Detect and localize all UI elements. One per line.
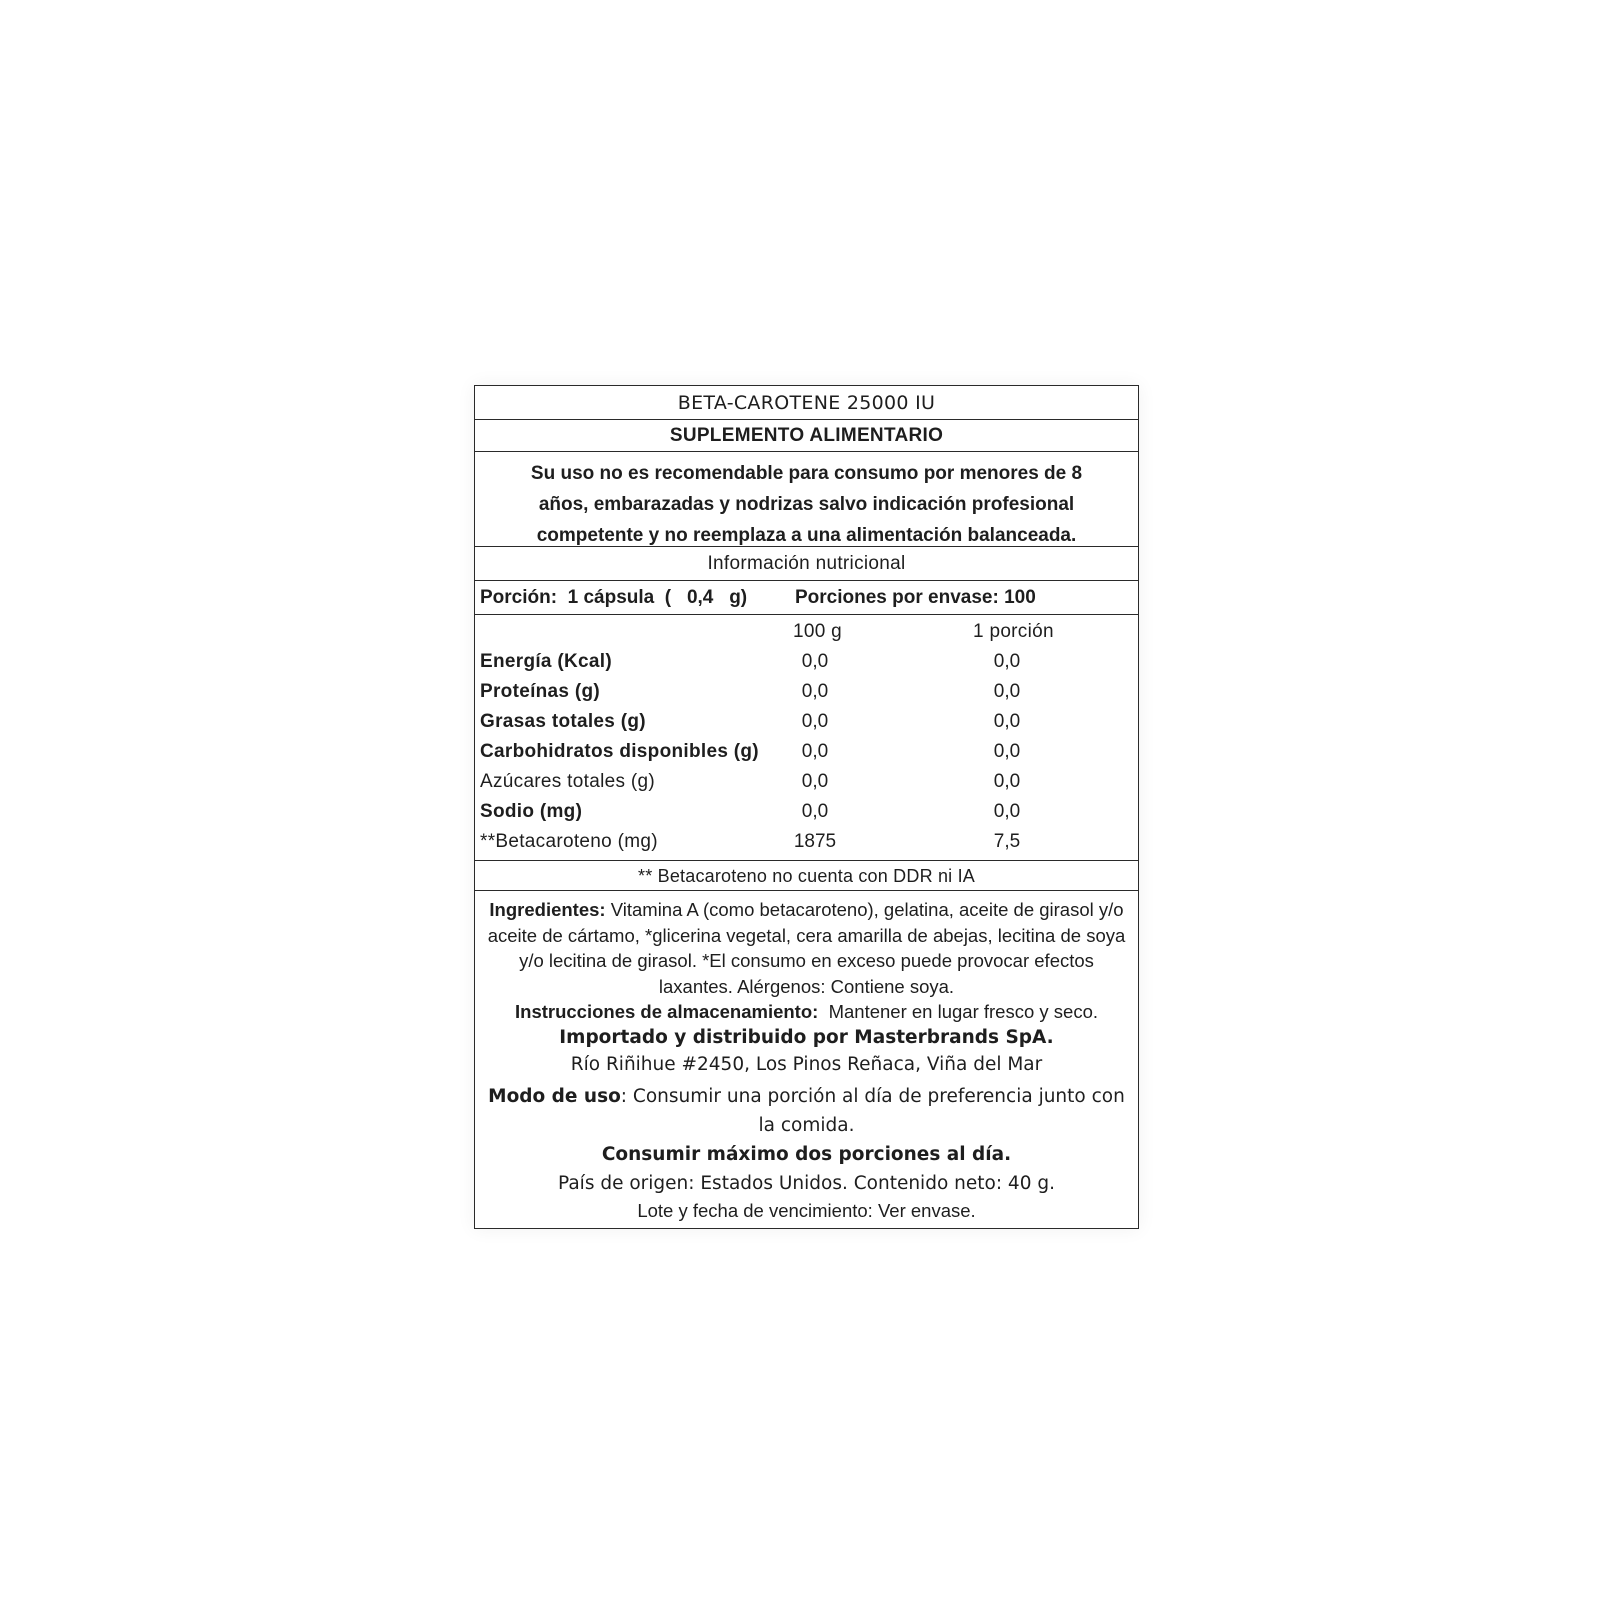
warning-line: Su uso no es recomendable para consumo por menores de 8 bbox=[530, 463, 1083, 484]
nutrient-value-100g: 0,0 bbox=[801, 741, 829, 762]
nutrient-table bbox=[475, 615, 1138, 861]
ingredients-label: Ingredientes: bbox=[489, 899, 606, 920]
lot-text: Lote y fecha de vencimiento: Ver envase. bbox=[637, 1200, 976, 1221]
usage-label: Modo de uso bbox=[488, 1086, 621, 1107]
portion-size: Porción: 1 cápsula ( 0,4 g) bbox=[480, 587, 748, 608]
nutrient-value-100g: 0,0 bbox=[801, 801, 829, 822]
nutrient-value-portion: 0,0 bbox=[993, 771, 1021, 792]
address-text: Río Riñihue #2450, Los Pinos Reñaca, Viña del Mar bbox=[570, 1054, 1043, 1075]
nutrient-name: Energía (Kcal) bbox=[480, 651, 612, 672]
nutrient-value-100g: 0,0 bbox=[801, 711, 829, 732]
storage-label: Instrucciones de almacenamiento: bbox=[515, 1001, 819, 1022]
portion-row bbox=[475, 581, 1138, 615]
table-row bbox=[475, 737, 1138, 767]
nutrition-label bbox=[474, 385, 1139, 1229]
footnote: ** Betacaroteno no cuenta con DDR ni IA bbox=[475, 861, 1138, 891]
table-row bbox=[475, 767, 1138, 797]
warning-text bbox=[475, 452, 1138, 547]
table-row bbox=[475, 647, 1138, 677]
column-header-portion: 1 porción bbox=[973, 621, 1054, 642]
usage-paragraph bbox=[481, 1082, 1132, 1140]
table-row bbox=[475, 827, 1138, 857]
nutrient-value-100g: 0,0 bbox=[801, 651, 829, 672]
table-row bbox=[475, 677, 1138, 707]
storage-paragraph bbox=[481, 999, 1132, 1025]
nutrient-name: Grasas totales (g) bbox=[480, 711, 646, 732]
nutrient-name: Proteínas (g) bbox=[480, 681, 601, 702]
portions-per-container: Porciones por envase: 100 bbox=[795, 587, 1036, 608]
max-dose-text: Consumir máximo dos porciones al día. bbox=[601, 1144, 1012, 1165]
nutrient-value-100g: 1875 bbox=[793, 831, 837, 852]
details-section bbox=[475, 891, 1138, 1228]
nutrient-name: Sodio (mg) bbox=[480, 801, 583, 822]
nutrient-name: Carbohidratos disponibles (g) bbox=[480, 741, 759, 762]
column-header-100g: 100 g bbox=[793, 621, 843, 642]
nutrition-info-title: Información nutricional bbox=[475, 547, 1138, 581]
ingredients-text: Vitamina A (como betacaroteno), gelatina, aceite de girasol y/o aceite de cártamo, *glicerina vegetal, cera amarilla de abejas, lecitina de soya y/o lecitina de girasol. *El consumo en exceso puede provocar efectos laxantes. Alérgenos: Contiene soya. bbox=[487, 899, 1126, 997]
warning-line: años, embarazadas y nodrizas salvo indicación profesional bbox=[538, 494, 1075, 515]
product-title: BETA-CAROTENE 25000 IU bbox=[475, 386, 1138, 420]
nutrient-value-portion: 0,0 bbox=[993, 741, 1021, 762]
nutrient-value-portion: 0,0 bbox=[993, 801, 1021, 822]
nutrient-name: **Betacaroteno (mg) bbox=[480, 831, 658, 852]
table-row bbox=[475, 707, 1138, 737]
table-row bbox=[475, 797, 1138, 827]
origin-text: País de origen: Estados Unidos. Contenido neto: 40 g. bbox=[558, 1173, 1055, 1194]
nutrient-value-100g: 0,0 bbox=[801, 681, 829, 702]
nutrient-value-portion: 7,5 bbox=[993, 831, 1021, 852]
nutrient-value-portion: 0,0 bbox=[993, 711, 1021, 732]
ingredients-paragraph bbox=[481, 897, 1132, 999]
storage-text: Mantener en lugar fresco y seco. bbox=[818, 1001, 1098, 1022]
warning-line: competente y no reemplaza a una alimentación balanceada. bbox=[536, 525, 1077, 546]
nutrient-value-portion: 0,0 bbox=[993, 681, 1021, 702]
importer-text: Importado y distribuido por Masterbrands SpA. bbox=[559, 1026, 1054, 1048]
nutrient-value-portion: 0,0 bbox=[993, 651, 1021, 672]
usage-text: : Consumir una porción al día de preferencia junto con la comida. bbox=[620, 1086, 1125, 1136]
nutrient-value-100g: 0,0 bbox=[801, 771, 829, 792]
nutrient-name: Azúcares totales (g) bbox=[480, 771, 655, 792]
product-subtitle: SUPLEMENTO ALIMENTARIO bbox=[475, 420, 1138, 452]
